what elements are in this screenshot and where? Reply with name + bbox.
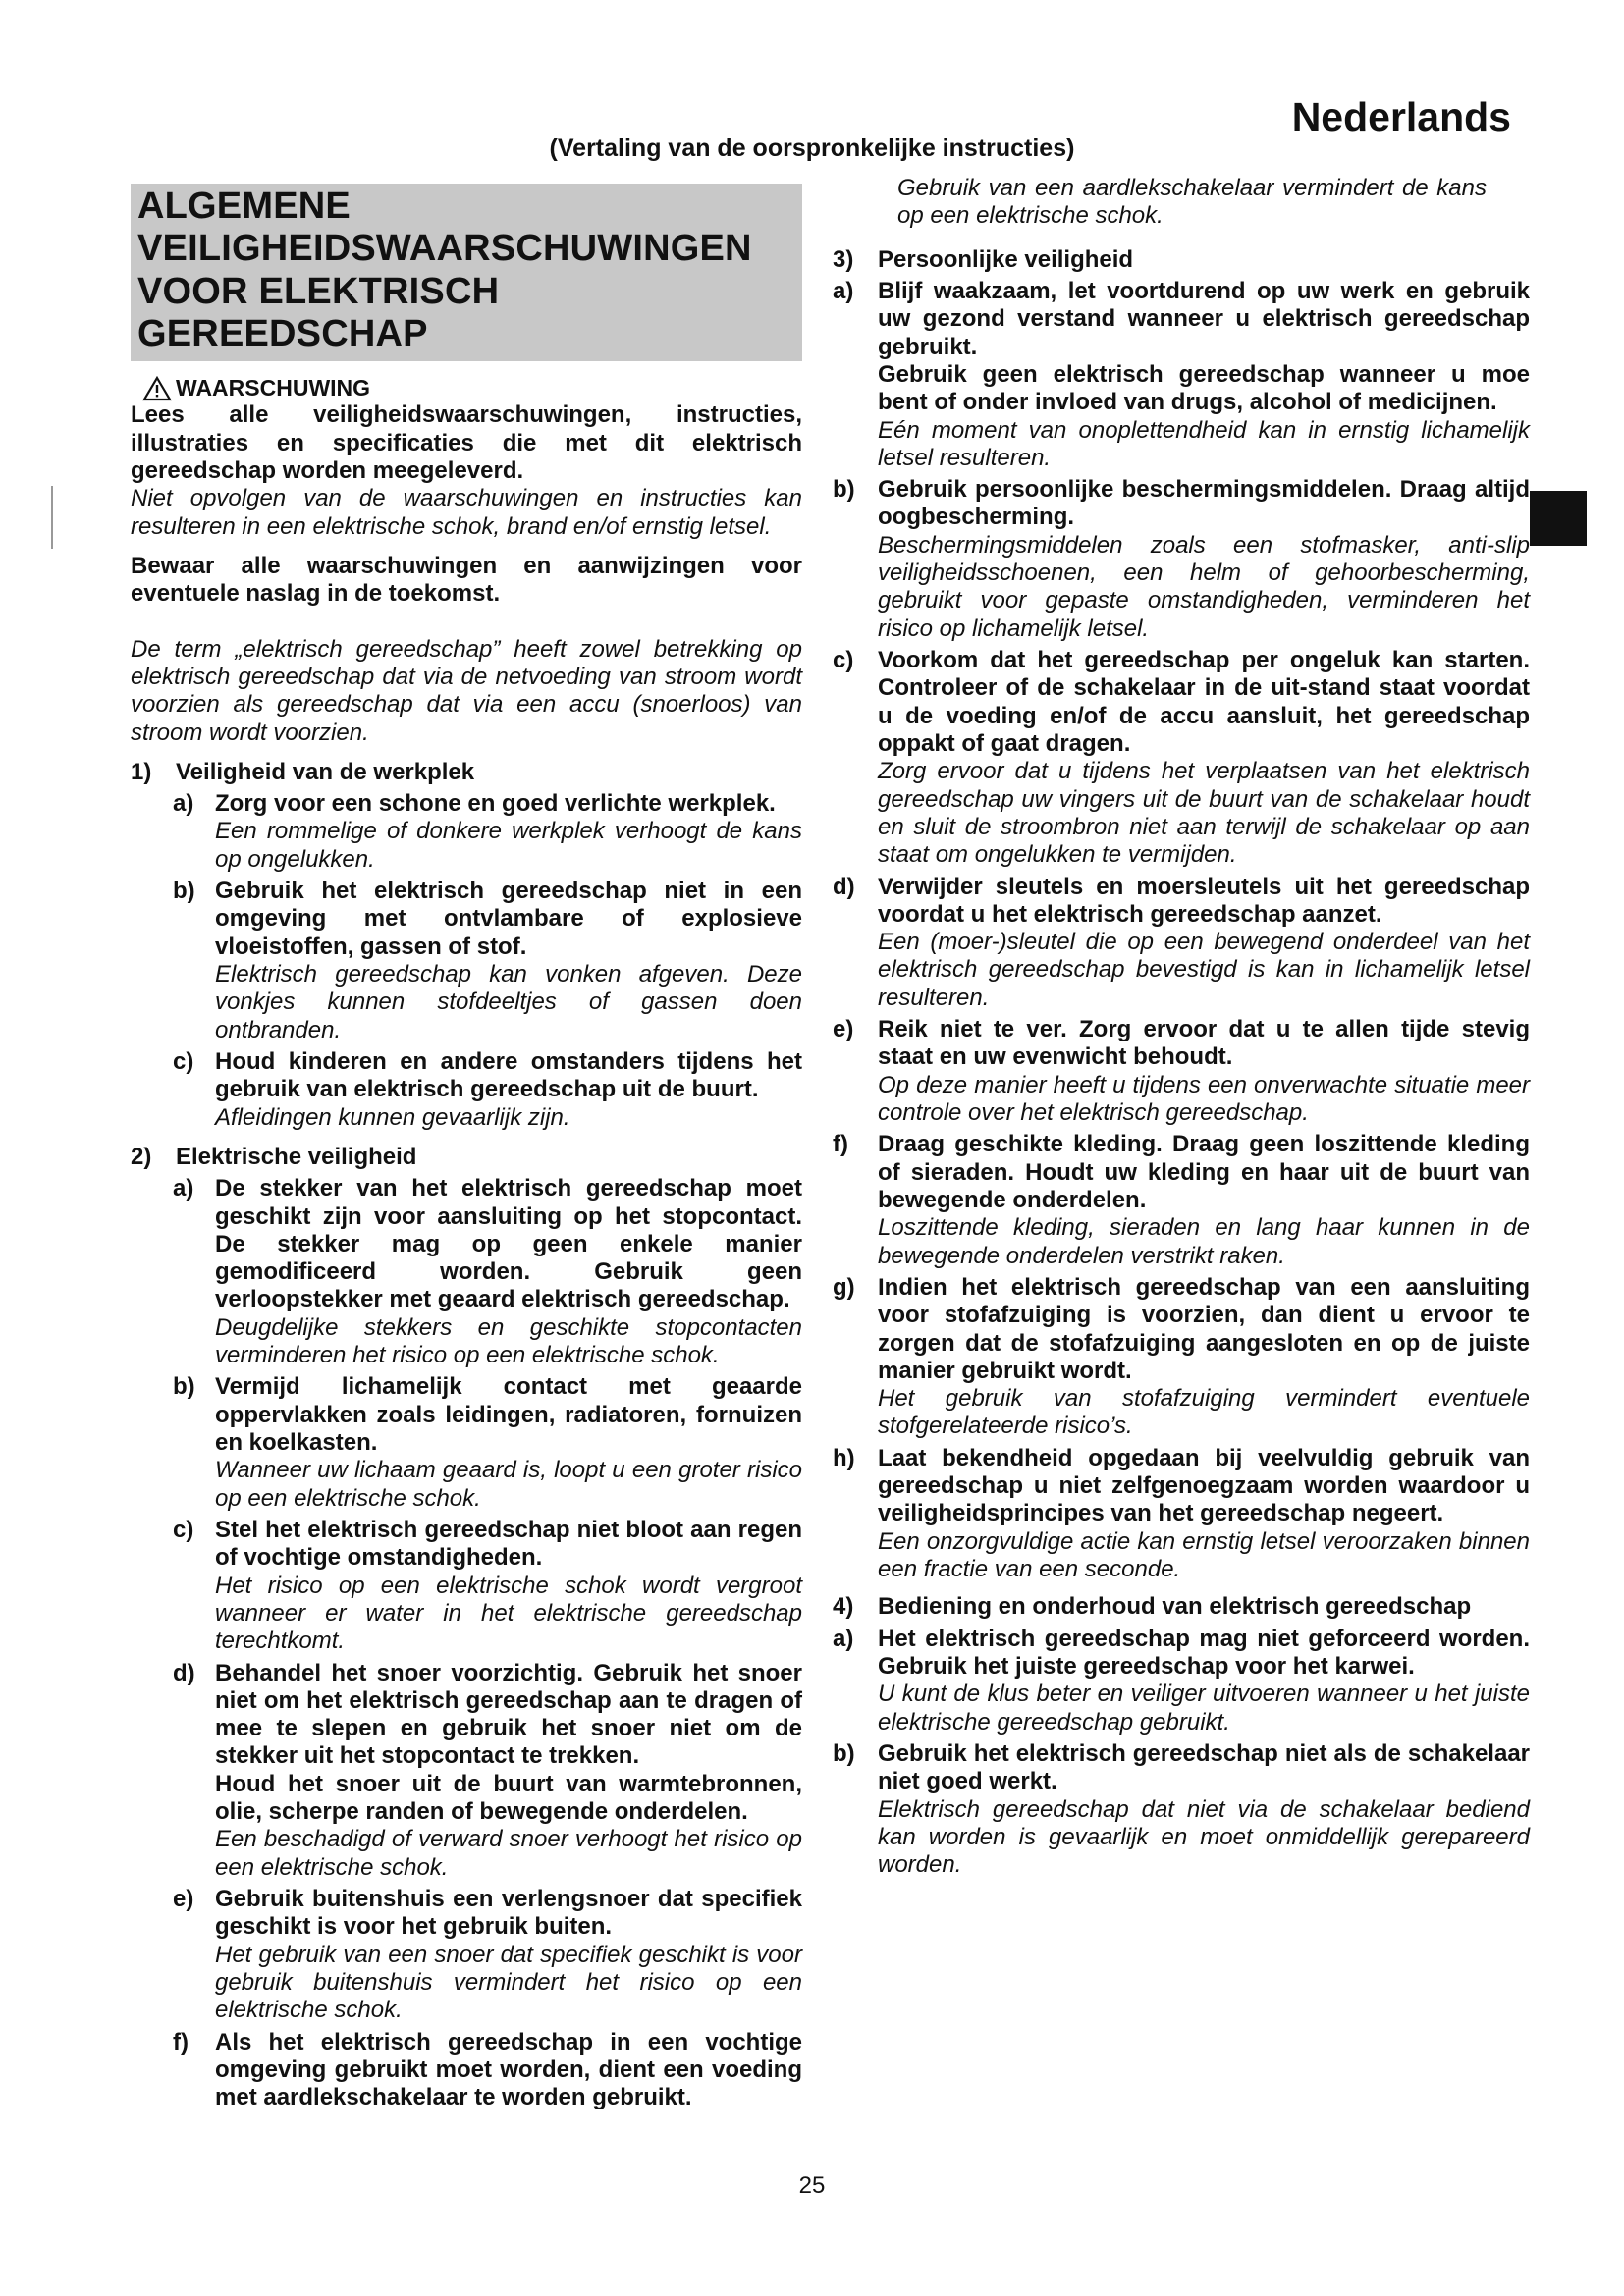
section-2-item-a — [173, 1175, 802, 1369]
item-label: d) — [173, 1659, 195, 1686]
item-note: Wanneer uw lichaam geaard is, loopt u een groter risico op een elektrische schok. — [215, 1457, 802, 1512]
title-line-3: VOOR ELEKTRISCH GEREEDSCHAP — [137, 270, 500, 354]
item-bold-text: Voorkom dat het gereedschap per ongeluk kan starten. Controleer of de schakelaar in de uit-stand staat voordat u de voeding en/of de accu aansluit, het gereedschap oppakt of gaat dragen. — [878, 647, 1530, 757]
item-note: Afleidingen kunnen gevaarlijk zijn. — [215, 1103, 570, 1131]
item-bold-text: Houd kinderen en andere omstanders tijdens het gebruik van elektrisch gereedschap uit de buurt. — [215, 1047, 802, 1103]
item-label: c) — [173, 1516, 194, 1543]
section-number: 1) — [131, 758, 152, 785]
warning-label: WAARSCHUWING — [176, 375, 371, 401]
page-language-heading: Nederlands — [1291, 94, 1511, 139]
item-label: f) — [833, 1131, 848, 1158]
title-line-1: ALGEMENE — [137, 186, 351, 227]
item-bold-text: Indien het elektrisch gereedschap van een aansluiting voor stofafzuiging is voorzien, dan dient u ervoor te zorgen dat de stofafzuiging aangesloten en op de juiste manier gebruikt wordt. — [878, 1273, 1530, 1384]
section-2-item-b — [173, 1373, 802, 1513]
section-3-item-b — [833, 476, 1530, 643]
item-bold-text: Zorg voor een schone en goed verlichte werkplek. — [215, 790, 776, 818]
item-bold-text: Blijf waakzaam, let voortdurend op uw werk en gebruik uw gezond verstand wanneer u elektrisch gereedschap gebruikt. — [878, 277, 1530, 360]
section-3-item-c — [833, 647, 1530, 870]
item-note: U kunt de klus beter en veiliger uitvoeren wanneer u het juiste elektrische gereedschap gebruikt. — [878, 1681, 1530, 1735]
section-3-item-g — [833, 1274, 1530, 1441]
item-note: Een rommelige of donkere werkplek verhoogt de kans op ongelukken. — [215, 818, 802, 873]
item-note: Loszittende kleding, sieraden en lang haar kunnen in de bewegende onderdelen verstrikt raken. — [878, 1214, 1530, 1269]
warning-triangle-icon — [142, 376, 172, 401]
item-note: Eén moment van onoplettendheid kan in ernstig lichamelijk letsel resulteren. — [878, 416, 1530, 471]
section-number: 2) — [131, 1143, 152, 1170]
warning-italic-text: Niet opvolgen van de waarschuwingen en instructies kan resulteren in een elektrische schok, brand en/of ernstig letsel. — [131, 485, 802, 540]
section-title: Elektrische veiligheid — [176, 1143, 417, 1170]
item-bold-text: Vermijd lichamelijk contact met geaarde oppervlakken zoals leidingen, radiatoren, fornuizen en koelkasten. — [215, 1373, 802, 1456]
item-note: Gebruik van een aardlekschakelaar vermindert de kans op een elektrische schok. — [897, 175, 1487, 230]
item-bold-text: Stel het elektrisch gereedschap niet bloot aan regen of vochtige omstandigheden. — [215, 1516, 802, 1572]
right-column — [833, 175, 1530, 1879]
item-note: Het gebruik van een snoer dat specifiek geschikt is voor gebruik buitenshuis vermindert het risico op een elektrische schok. — [215, 1941, 802, 2024]
item-bold-text: Draag geschikte kleding. Draag geen loszittende kleding of sieraden. Houdt uw kleding en haar uit de buurt van bewegende onderdelen. — [878, 1131, 1530, 1213]
item-label: b) — [173, 878, 195, 905]
section-title: Bediening en onderhoud van elektrisch gereedschap — [878, 1593, 1472, 1621]
section-2-item-e — [173, 1886, 802, 2025]
item-bold-text: Als het elektrisch gereedschap in een vochtige omgeving gebruikt moet worden, dient een voeding met aardlekschakelaar te worden gebruikt. — [215, 2028, 802, 2111]
left-column — [131, 184, 802, 2112]
item-label: b) — [833, 1739, 855, 1767]
item-label: c) — [173, 1047, 194, 1075]
section-3-item-f — [833, 1131, 1530, 1270]
item-bold-text: De stekker van het elektrisch gereedschap moet geschikt zijn voor aansluiting op het stopcontact. De stekker mag op geen enkele manier gemodificeerd worden. Gebruik geen verloopstekker met geaard elektrisch gereedschap. — [215, 1175, 802, 1313]
item-bold-text-2: Houd het snoer uit de buurt van warmtebronnen, olie, scherpe randen of bewegende onderdelen. — [215, 1770, 802, 1826]
item-label: a) — [833, 277, 854, 304]
item-label: a) — [833, 1625, 854, 1652]
warning-heading — [142, 375, 802, 401]
translation-subtitle: (Vertaling van de oorspronkelijke instructies) — [549, 134, 1075, 162]
item-bold-text: Gebruik persoonlijke beschermingsmiddelen. Draag altijd oogbescherming. — [878, 476, 1530, 531]
section-1-heading — [131, 759, 802, 786]
section-3-heading — [833, 246, 1530, 274]
item-label: a) — [173, 1175, 194, 1202]
page-number: 25 — [798, 2172, 826, 2199]
section-number: 3) — [833, 245, 854, 273]
section-3-item-a — [833, 278, 1530, 472]
section-2-item-c — [173, 1517, 802, 1656]
section-1-item-c — [173, 1048, 802, 1132]
keep-instructions-text: Bewaar alle waarschuwingen en aanwijzingen voor eventuele naslag in de toekomst. — [131, 552, 802, 608]
section-title: Veiligheid van de werkplek — [176, 758, 475, 785]
section-3-item-d — [833, 874, 1530, 1013]
item-note: Op deze manier heeft u tijdens een onverwachte situatie meer controle over het elektrisch gereedschap. — [878, 1071, 1530, 1126]
item-bold-text: Reik niet te ver. Zorg ervoor dat u te allen tijde stevig staat en uw evenwicht behoudt. — [878, 1016, 1530, 1071]
item-bold-text-2: Gebruik geen elektrisch gereedschap wanneer u moe bent of onder invloed van drugs, alcohol of medicijnen. — [878, 360, 1530, 416]
item-note: Elektrisch gereedschap dat niet via de schakelaar bediend kan worden is gevaarlijk en moet onmiddellijk gerepareerd worden. — [878, 1795, 1530, 1879]
item-bold-text: Gebruik buitenshuis een verlengsnoer dat specifiek geschikt is voor het gebruik buiten. — [215, 1886, 802, 1941]
thumb-index-tab — [1530, 491, 1587, 546]
item-bold-text: Gebruik het elektrisch gereedschap niet in een omgeving met ontvlambare of explosieve vloeistoffen, gassen of stof. — [215, 878, 802, 960]
section-1-item-b — [173, 878, 802, 1044]
item-bold-text: Laat bekendheid opgedaan bij veelvuldig gebruik van gereedschap u niet zelfgenoegzaam worden waardoor u veiligheidsprincipes van het gereedschap negeert. — [878, 1444, 1530, 1527]
item-note: Een beschadigd of verward snoer verhoogt het risico op een elektrische schok. — [215, 1826, 802, 1881]
section-3-item-e — [833, 1016, 1530, 1127]
section-2-item-d — [173, 1660, 802, 1883]
section-number: 4) — [833, 1593, 854, 1621]
section-2-heading — [131, 1144, 802, 1171]
item-label: c) — [833, 647, 854, 673]
section-4-item-a — [833, 1626, 1530, 1736]
item-label: b) — [833, 476, 855, 504]
item-note: Een onzorgvuldige actie kan ernstig letsel veroorzaken binnen een fractie van een seconde. — [878, 1527, 1530, 1582]
item-note: Deugdelijke stekkers en geschikte stopcontacten verminderen het risico op een elektrische schok. — [215, 1313, 802, 1369]
item-bold-text: Behandel het snoer voorzichtig. Gebruik het snoer niet om het elektrisch gereedschap aan te dragen of mee te slepen en gebruik het snoer niet om de stekker uit het stopcontact te trekken. — [215, 1659, 802, 1770]
item-note: Een (moer-)sleutel die op een bewegend onderdeel van het elektrisch gereedschap bevestigd is kan in lichamelijk letsel resulteren. — [878, 929, 1530, 1011]
page-title — [137, 186, 794, 355]
section-1-item-a — [173, 790, 802, 874]
item-note: Zorg ervoor dat u tijdens het verplaatsen van het elektrisch gereedschap uw vingers uit de buurt van de schakelaar houdt en sluit de stroombron niet aan terwijl de schakelaar op aan staat om ongelukken te vermijden. — [878, 758, 1530, 869]
item-label: f) — [173, 2028, 189, 2056]
term-definition-text: De term „elektrisch gereedschap” heeft zowel betrekking op elektrisch gereedschap dat via de netvoeding van stroom wordt voorzien als gereedschap dat via een accu (snoerloos) van stroom wordt voorzien. — [131, 635, 802, 746]
item-label: g) — [833, 1273, 855, 1301]
item-label: b) — [173, 1373, 195, 1401]
section-4-item-b — [833, 1740, 1530, 1880]
section-title: Persoonlijke veiligheid — [878, 245, 1134, 273]
item-bold-text: Verwijder sleutels en moersleutels uit het gereedschap voordat u het elektrisch gereedschap aanzet. — [878, 873, 1530, 928]
warning-bold-text: Lees alle veiligheidswaarschuwingen, instructies, illustraties en specificaties die met dit elektrisch gereedschap worden meegeleverd. — [131, 401, 802, 484]
item-label: d) — [833, 873, 855, 900]
margin-line — [51, 486, 53, 549]
item-note: Het gebruik van stofafzuiging vermindert eventuele stofgerelateerde risico’s. — [878, 1385, 1530, 1440]
item-label: e) — [173, 1886, 194, 1912]
item-note: Elektrisch gereedschap kan vonken afgeven. Deze vonkjes kunnen stofdeeltjes of gassen doen ontbranden. — [215, 961, 802, 1043]
item-label: h) — [833, 1444, 855, 1471]
item-note: Beschermingsmiddelen zoals een stofmasker, anti-slip veiligheidsschoenen, een helm of gehoorbescherming, gebruikt voor gepaste omstandigheden, verminderen het risico op lichamelijk letsel. — [878, 531, 1530, 642]
item-note: Het risico op een elektrische schok wordt vergroot wanneer er water in het elektrische gereedschap terechtkomt. — [215, 1572, 802, 1655]
section-2-item-f — [173, 2029, 802, 2112]
item-label: a) — [173, 790, 194, 818]
title-line-2: VEILIGHEIDSWAARSCHUWINGEN — [137, 228, 752, 270]
item-label: e) — [833, 1016, 854, 1043]
section-4-heading — [833, 1593, 1530, 1621]
section-3-item-h — [833, 1445, 1530, 1584]
item-bold-text: Gebruik het elektrisch gereedschap niet als de schakelaar niet goed werkt. — [878, 1739, 1530, 1795]
item-bold-text: Het elektrisch gereedschap mag niet geforceerd worden. Gebruik het juiste gereedschap voor het karwei. — [878, 1625, 1530, 1680]
title-box — [131, 184, 802, 361]
